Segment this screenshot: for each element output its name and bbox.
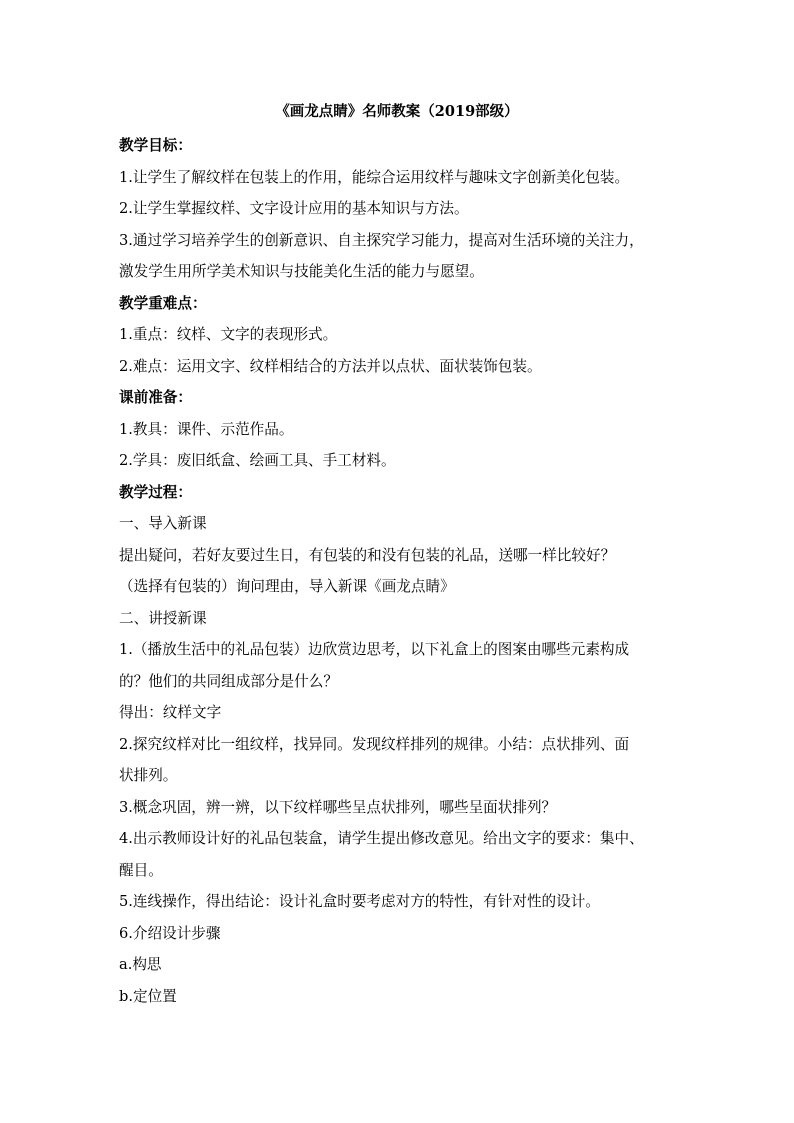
paragraph-line: 3.通过学习培养学生的创新意识、自主探究学习能力，提高对生活环境的关注力， xyxy=(119,231,644,249)
document-title: 《画龙点睛》名师教案（2019部级） xyxy=(275,103,519,120)
paragraph-line: （选择有包装的）询问理由，导入新课《画龙点睛》 xyxy=(119,578,455,595)
paragraph-line: 1.让学生了解纹样在包装上的作用，能综合运用纹样与趣味文字创新美化包装。 xyxy=(119,168,630,186)
section-heading: 课前准备： xyxy=(119,389,192,406)
paragraph-line: 2.让学生掌握纹样、文字设计应用的基本知识与方法。 xyxy=(119,200,469,217)
document-body xyxy=(119,130,694,1012)
paragraph-line: 得出：纹样文字 xyxy=(119,704,222,721)
paragraph-line: 醒目。 xyxy=(119,861,163,879)
paragraph-line: 4.出示教师设计好的礼品包装盒，请学生提出修改意见。给出文字的要求：集中、 xyxy=(119,830,644,847)
paragraph-line: 2.探究纹样对比一组纹样，找异同。发现纹样排列的规律。小结：点状排列、面 xyxy=(119,735,630,753)
paragraph-line: 6.介绍设计步骤 xyxy=(119,924,221,942)
paragraph-line: b.定位置 xyxy=(119,987,177,1005)
paragraph-line: a.构思 xyxy=(119,956,162,973)
section-heading: 教学重难点： xyxy=(119,294,207,312)
paragraph-line: 的？他们的共同组成部分是什么？ xyxy=(119,672,338,690)
paragraph-line: 5.连线操作，得出结论：设计礼盒时要考虑对方的特性，有针对性的设计。 xyxy=(119,893,600,910)
paragraph-line: 激发学生用所学美术知识与技能美化生活的能力与愿望。 xyxy=(119,263,484,280)
paragraph-line: 一、导入新课 xyxy=(119,515,207,532)
paragraph-line: 提出疑问，若好友要过生日，有包装的和没有包装的礼品，送哪一样比较好？ xyxy=(119,546,616,564)
paragraph-line: 2.难点：运用文字、纹样相结合的方法并以点状、面状装饰包装。 xyxy=(119,357,542,375)
section-heading: 教学目标： xyxy=(119,137,192,154)
paragraph-line: 1.教具：课件、示范作品。 xyxy=(119,420,294,438)
paragraph-line: 二、讲授新课 xyxy=(119,609,207,627)
paragraph-line: 1.重点：纹样、文字的表现形式。 xyxy=(119,326,338,343)
paragraph-line: 状排列。 xyxy=(119,767,178,784)
paragraph-line: 1.（播放生活中的礼品包装）边欣赏边思考，以下礼盒上的图案由哪些元素构成 xyxy=(119,641,630,658)
section-heading: 教学过程： xyxy=(119,483,192,501)
paragraph-line: 3.概念巩固，辨一辨，以下纹样哪些呈点状排列，哪些呈面状排列？ xyxy=(119,798,557,816)
paragraph-line: 2.学具：废旧纸盒、绘画工具、手工材料。 xyxy=(119,452,396,469)
